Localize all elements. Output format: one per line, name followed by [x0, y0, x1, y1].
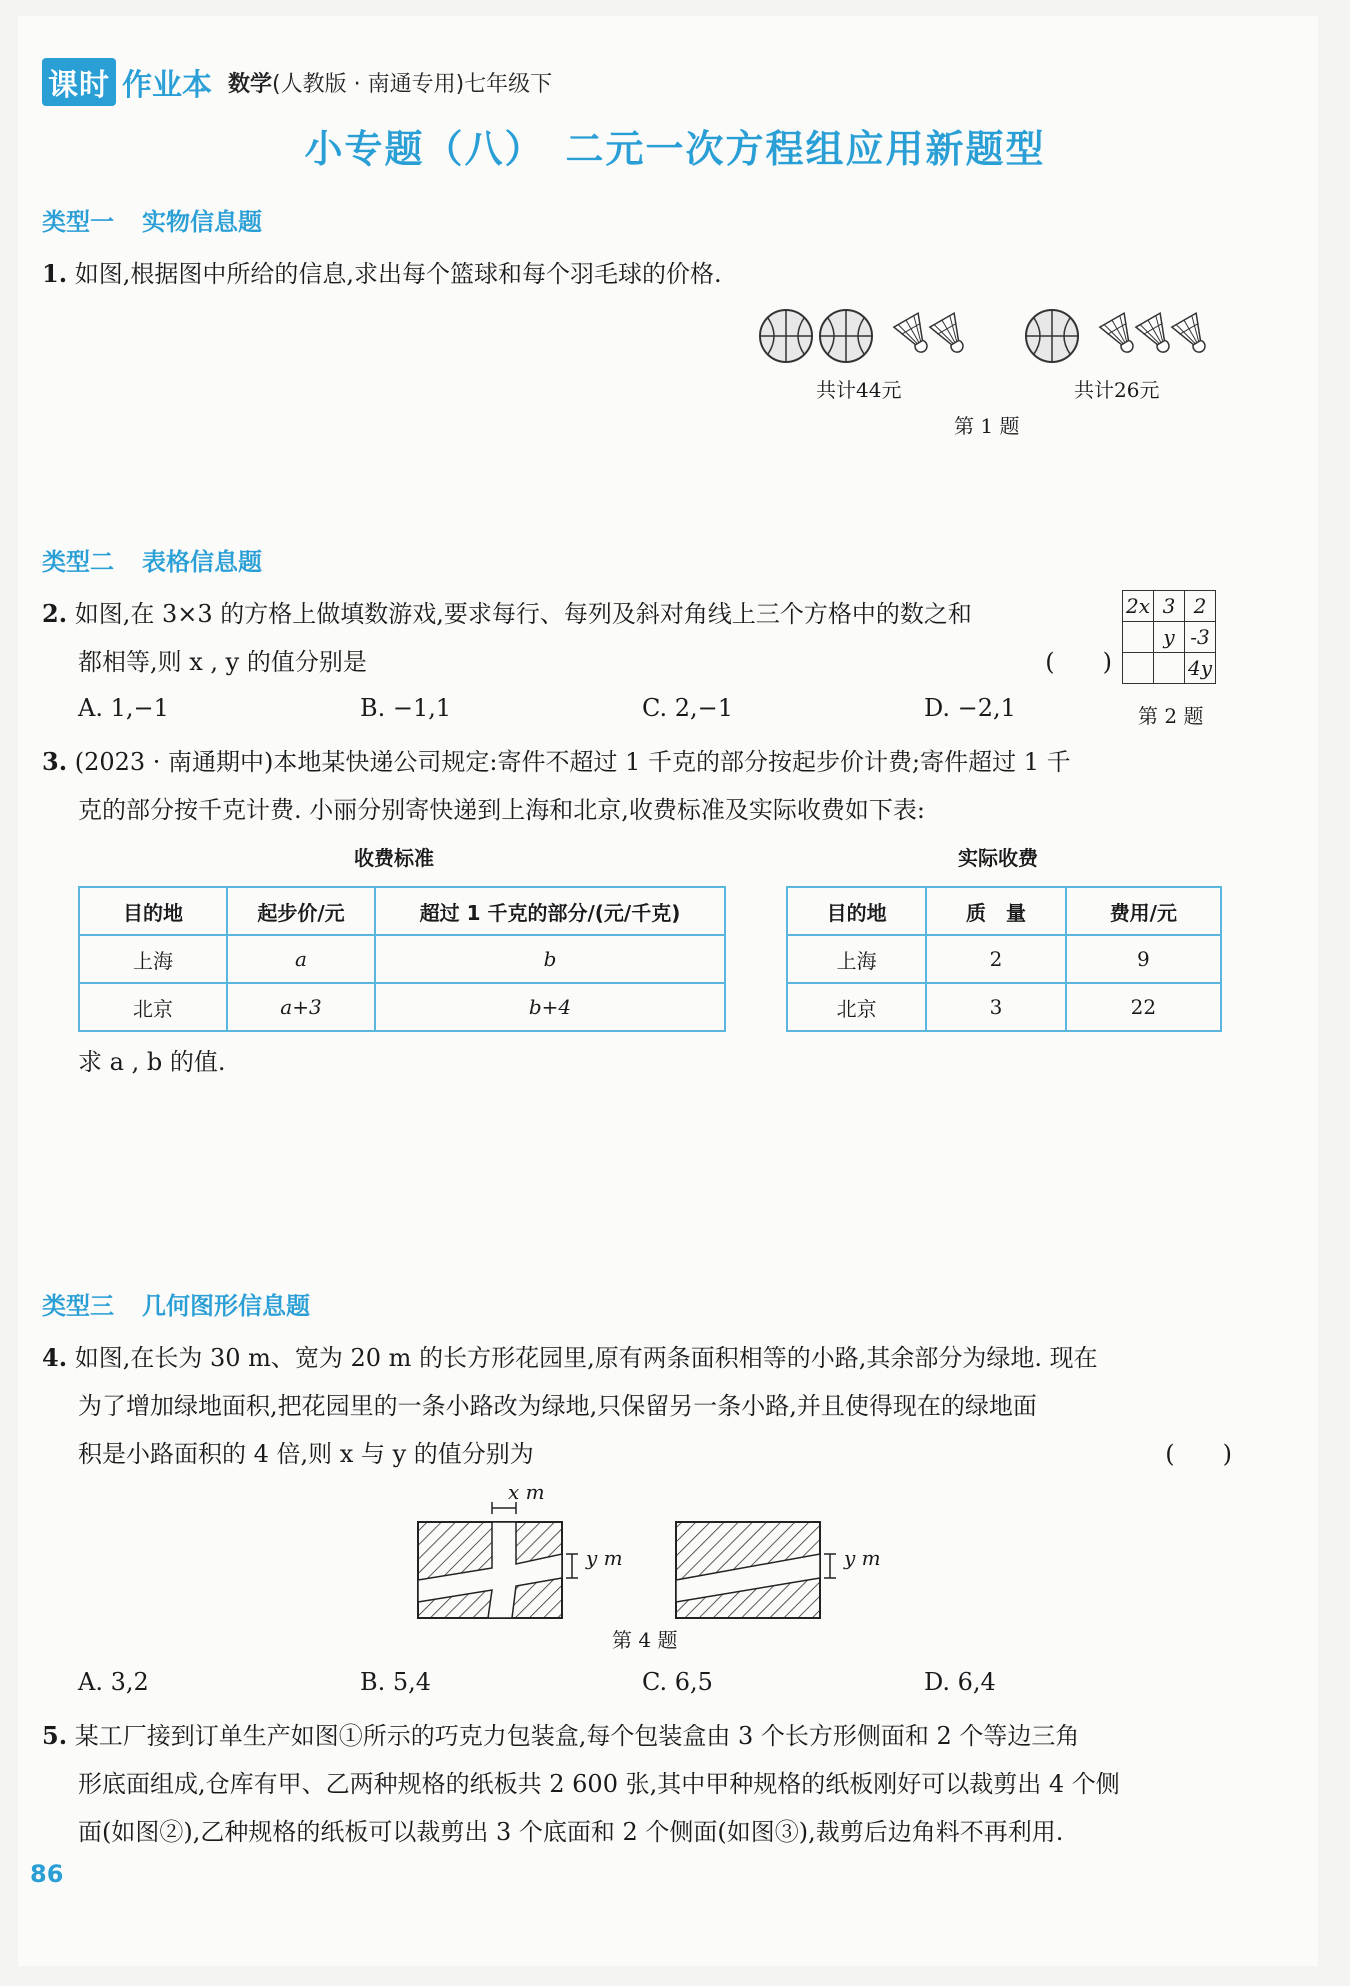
- label-y-right: y m: [844, 1546, 881, 1570]
- table-row: [787, 983, 1221, 1031]
- table-cell: b: [375, 935, 725, 983]
- shuttlecock-icon: [1100, 313, 1142, 358]
- question-number: 5.: [42, 1721, 68, 1750]
- question-number: 1.: [42, 259, 68, 288]
- question-1: [42, 250, 722, 298]
- shuttlecock-icon: [1172, 313, 1214, 358]
- page-title: 小专题（八） 二元一次方程组应用新题型: [304, 127, 1046, 171]
- section-label: 类型三: [42, 1292, 114, 1320]
- table-cell: 9: [1066, 935, 1221, 983]
- grid-cell: 2: [1185, 591, 1216, 622]
- question-line: 形底面组成,仓库有甲、乙两种规格的纸板共 2 600 张,其中甲种规格的纸板刚好可以裁剪出 4 个侧: [78, 1770, 1120, 1798]
- section-name: 几何图形信息题: [142, 1292, 310, 1320]
- q2-caption: 第 2 题: [1138, 704, 1204, 728]
- table-cell: 北京: [787, 983, 926, 1031]
- question-3: [42, 738, 1232, 834]
- page-number: 86: [30, 1860, 64, 1888]
- q2-option-d: D. −2,1: [924, 694, 1016, 722]
- brand-name: 作业本: [122, 68, 212, 103]
- q2-grid: [1122, 590, 1216, 684]
- shuttlecock-icon: [1136, 313, 1178, 358]
- section-name: 实物信息题: [142, 208, 262, 236]
- table-header-cell: 费用/元: [1066, 887, 1221, 935]
- table1-caption: 收费标准: [354, 846, 434, 870]
- question-line: 如图,在长为 30 m、宽为 20 m 的长方形花园里,原有两条面积相等的小路,其余部分为绿地. 现在: [74, 1344, 1098, 1372]
- q1-left-total: 共计44元: [816, 378, 902, 402]
- label-x: x m: [508, 1480, 545, 1504]
- answer-bracket: ( ): [1045, 648, 1112, 676]
- question-number: 3.: [42, 747, 68, 776]
- question-number: 2.: [42, 599, 68, 628]
- grid-cell: 4y: [1185, 653, 1216, 684]
- basketball-icon: [1026, 310, 1078, 362]
- table-header-cell: 目的地: [787, 887, 926, 935]
- table-header-cell: 起步价/元: [227, 887, 375, 935]
- basketball-icon: [820, 310, 872, 362]
- fee-standard-table: [78, 886, 726, 1032]
- section-heading-3: [42, 1286, 310, 1321]
- header-brand: [42, 58, 552, 106]
- q3-ask: 求 a , b 的值.: [78, 1048, 226, 1076]
- section-label: 类型一: [42, 208, 114, 236]
- question-5: [42, 1712, 1232, 1856]
- table-cell: a+3: [227, 983, 375, 1031]
- question-line: 为了增加绿地面积,把花园里的一条小路改为绿地,只保留另一条小路,并且使得现在的绿地面: [78, 1392, 1037, 1420]
- q4-option-a: A. 3,2: [78, 1668, 149, 1696]
- question-text: 如图,根据图中所给的信息,求出每个篮球和每个羽毛球的价格.: [74, 260, 722, 288]
- grid-cell: [1123, 622, 1154, 653]
- table-row: [79, 935, 725, 983]
- question-line: 克的部分按千克计费. 小丽分别寄快递到上海和北京,收费标准及实际收费如下表:: [78, 796, 925, 824]
- table-header-cell: 超过 1 千克的部分/(元/千克): [375, 887, 725, 935]
- brand-logo: 课时: [42, 58, 116, 106]
- question-line: 积是小路面积的 4 倍,则 x 与 y 的值分别为: [78, 1440, 534, 1468]
- q2-option-a: A. 1,−1: [78, 694, 169, 722]
- label-y-left: y m: [586, 1546, 623, 1570]
- grid-cell: 2x: [1123, 591, 1154, 622]
- actual-fee-table: [786, 886, 1222, 1032]
- table-header-row: [787, 887, 1221, 935]
- answer-bracket: ( ): [1165, 1440, 1232, 1468]
- question-number: 4.: [42, 1343, 68, 1372]
- question-line: 面(如图②),乙种规格的纸板可以裁剪出 3 个底面和 2 个侧面(如图③),裁剪后边角料不再利用.: [78, 1818, 1064, 1846]
- table-header-cell: 目的地: [79, 887, 227, 935]
- question-line: 某工厂接到订单生产如图①所示的巧克力包装盒,每个包装盒由 3 个长方形侧面和 2 个等边三角: [74, 1722, 1080, 1750]
- section-name: 表格信息题: [142, 548, 262, 576]
- table-cell: a: [227, 935, 375, 983]
- book-subject: 数学: [228, 71, 273, 97]
- question-line: (2023 · 南通期中)本地某快递公司规定:寄件不超过 1 千克的部分按起步价计费;寄件超过 1 千: [74, 748, 1071, 776]
- table-cell: 2: [926, 935, 1065, 983]
- q1-caption: 第 1 题: [954, 414, 1020, 438]
- q4-option-c: C. 6,5: [642, 1668, 713, 1696]
- grid-cell: 3: [1154, 591, 1185, 622]
- q4-option-b: B. 5,4: [360, 1668, 432, 1696]
- question-2: [42, 590, 1112, 686]
- question-line: 都相等,则 x , y 的值分别是: [78, 648, 367, 676]
- section-heading-2: [42, 542, 262, 577]
- question-4: [42, 1334, 1232, 1478]
- table-cell: 北京: [79, 983, 227, 1031]
- q4-caption: 第 4 题: [612, 1628, 678, 1652]
- section-heading-1: [42, 202, 262, 237]
- q2-option-b: B. −1,1: [360, 694, 452, 722]
- table-row: [787, 935, 1221, 983]
- shuttlecock-icon: [930, 313, 972, 358]
- basketball-icon: [760, 310, 812, 362]
- section-label: 类型二: [42, 548, 114, 576]
- q1-right-total: 共计26元: [1074, 378, 1160, 402]
- table2-caption: 实际收费: [958, 846, 1038, 870]
- question-line: 如图,在 3×3 的方格上做填数游戏,要求每行、每列及斜对角线上三个方格中的数之和: [74, 600, 972, 628]
- table-cell: 22: [1066, 983, 1221, 1031]
- table-cell: b+4: [375, 983, 725, 1031]
- q2-option-c: C. 2,−1: [642, 694, 734, 722]
- table-header-row: [79, 887, 725, 935]
- grid-cell: [1123, 653, 1154, 684]
- table-cell: 上海: [79, 935, 227, 983]
- q4-option-d: D. 6,4: [924, 1668, 996, 1696]
- book-title: [228, 67, 552, 98]
- table-row: [79, 983, 725, 1031]
- grid-cell: -3: [1185, 622, 1216, 653]
- table-header-cell: 质 量: [926, 887, 1065, 935]
- grid-cell: y: [1154, 622, 1185, 653]
- table-cell: 3: [926, 983, 1065, 1031]
- q1-figure: [750, 300, 1230, 380]
- table-cell: 上海: [787, 935, 926, 983]
- book-edition: (人教版 · 南通专用)七年级下: [272, 71, 553, 97]
- shuttlecock-icon: [894, 313, 936, 358]
- grid-cell: [1154, 653, 1185, 684]
- q4-figure: [400, 1478, 900, 1628]
